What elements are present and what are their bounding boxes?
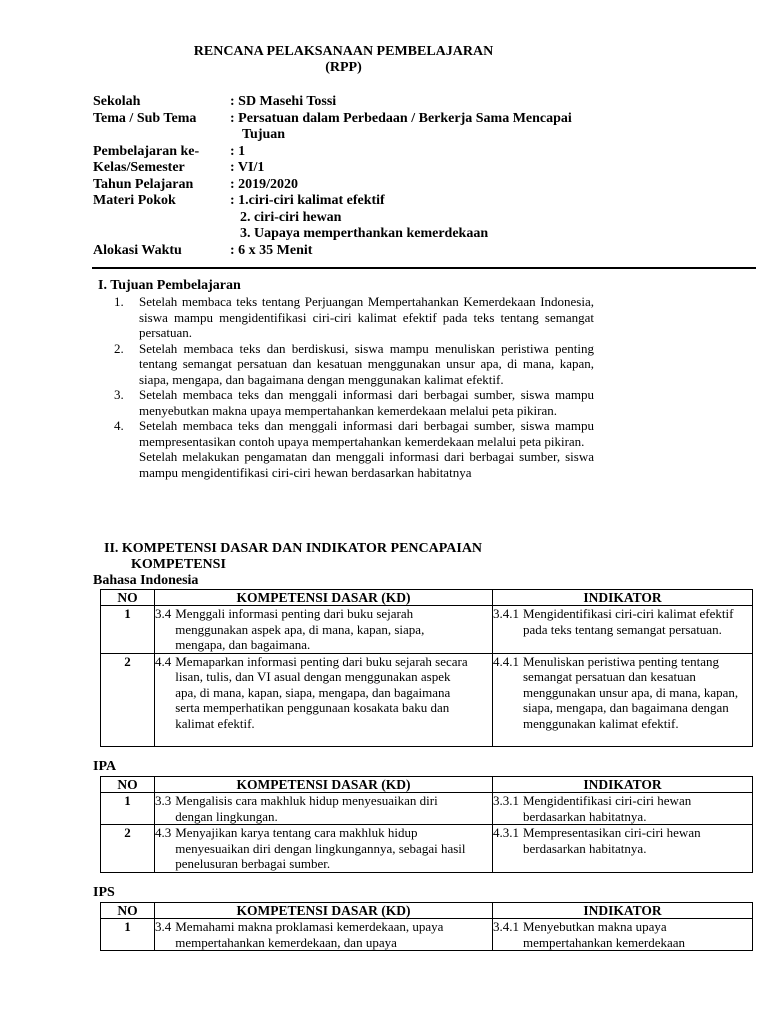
- info-label: Materi Pokok: [93, 193, 176, 208]
- info-row-alokasi: [93, 243, 572, 260]
- table-row: [101, 919, 753, 951]
- list-text: Setelah membaca teks dan berdiskusi, siswa mampu menuliskan peristiwa penting tentang semangat persatuan dan kesatuan menggunakan unsur apa, di mana, kapan, siapa, mengapa, dan bagaimana dengan menggunakan kalimat efektif.: [139, 340, 594, 387]
- info-value: : 1: [230, 143, 246, 159]
- info-label: Sekolah: [93, 94, 141, 109]
- indikator-text: Mempresentasikan ciri-ciri hewan berdasarkan habitatnya.: [523, 825, 701, 856]
- list-item: [114, 418, 594, 449]
- horizontal-divider: [92, 267, 756, 269]
- kd-text: Menggali informasi penting dari buku sejarah menggunakan aspek apa, di mana, kapan, siapa, mengapa, dan bagaimana.: [175, 606, 425, 652]
- indikator-cell: [493, 793, 753, 825]
- column-header-no: NO: [101, 590, 155, 606]
- list-number: 3.: [114, 387, 124, 402]
- section-heading-line-1: II. KOMPETENSI DASAR DAN INDIKATOR PENCAPAIAN: [104, 541, 483, 556]
- info-row-materi: [93, 193, 572, 243]
- title-line-1: RENCANA PELAKSANAAN PEMBELAJARAN: [193, 44, 494, 59]
- table-row: [101, 606, 753, 654]
- list-item: [114, 387, 594, 418]
- list-number: [114, 449, 139, 480]
- column-header-kd: KOMPETENSI DASAR (KD): [155, 903, 493, 919]
- info-value: : 1.ciri-ciri kalimat efektif: [230, 193, 385, 208]
- info-value: : 6 x 35 Menit: [230, 242, 313, 258]
- indikator-cell: [493, 653, 753, 746]
- table-header-row: [101, 903, 753, 919]
- subject-label-ips: IPS: [93, 885, 115, 900]
- kd-cell: [155, 653, 493, 746]
- list-text: Setelah membaca teks tentang Perjuangan Mempertahankan Kemerdekaan Indonesia, siswa mampu mengidentifikasi ciri-ciri kalimat efektif pada teks tentang semangat persatuan.: [139, 294, 594, 340]
- list-number: 1.: [114, 294, 124, 309]
- column-header-kd: KOMPETENSI DASAR (KD): [155, 777, 493, 793]
- list-item: [114, 341, 594, 388]
- document-title: [0, 44, 687, 75]
- info-label: Kelas/Semester: [93, 160, 185, 175]
- info-row-pembelajaran: [93, 144, 572, 161]
- info-value: : SD Masehi Tossi: [230, 94, 337, 109]
- kd-code: 3.3: [155, 793, 172, 808]
- kd-table-ipa: [100, 776, 753, 873]
- kd-cell: [155, 825, 493, 873]
- indikator-text: Mengidentifikasi ciri-ciri hewan berdasarkan habitatnya.: [523, 793, 692, 824]
- indikator-cell: [493, 825, 753, 873]
- info-value: : Persatuan dalam Perbedaan / Berkerja Sama Mencapai: [230, 110, 572, 126]
- kd-table-ips: [100, 902, 753, 951]
- subject-label-bahasa: Bahasa Indonesia: [93, 573, 199, 588]
- info-label: Alokasi Waktu: [93, 242, 182, 258]
- kd-cell: [155, 606, 493, 654]
- kd-code: 3.4: [155, 606, 172, 621]
- list-number: 2.: [114, 340, 124, 356]
- list-item: [114, 449, 594, 480]
- indikator-code: 4.3.1: [493, 825, 519, 840]
- info-value: : 2019/2020: [230, 176, 299, 192]
- kd-text: Mengalisis cara makhluk hidup menyesuaikan diri dengan lingkungan.: [175, 793, 438, 824]
- info-value-cont: 3. Uapaya memperthankan kemerdekaan: [240, 226, 489, 241]
- indikator-code: 3.3.1: [493, 793, 519, 808]
- kd-text: Memaparkan informasi penting dari buku sejarah secara lisan, tulis, dan VI asual dengan menggunakan aspek apa, di mana, kapan, siapa, mengapa, dan bagaimana serta memperhatikan penggunaan kosakata baku dan kalimat efektif.: [175, 653, 468, 731]
- column-header-indikator: INDIKATOR: [493, 903, 753, 919]
- list-text: Setelah membaca teks dan menggali informasi dari berbagai sumber, siswa mampu menyebutkan makna upaya mempertahankan kemerdekaan melalui peta pikiran.: [139, 387, 594, 418]
- section-heading: I. Tujuan Pembelajaran: [98, 278, 241, 293]
- info-label: Tema / Sub Tema: [93, 110, 197, 126]
- info-label: Tahun Pelajaran: [93, 176, 194, 192]
- info-row-tahun: [93, 177, 572, 194]
- row-number: 2: [101, 653, 155, 746]
- list-number: 4.: [114, 418, 124, 433]
- info-row-kelas: [93, 160, 572, 177]
- info-row-sekolah: [93, 94, 572, 111]
- objectives-list: [114, 294, 594, 480]
- table-header-row: [101, 777, 753, 793]
- column-header-indikator: INDIKATOR: [493, 777, 753, 793]
- info-value: : VI/1: [230, 160, 265, 175]
- column-header-no: NO: [101, 903, 155, 919]
- kd-cell: [155, 919, 493, 951]
- table-header-row: [101, 590, 753, 606]
- info-value-cont: 2. ciri-ciri hewan: [240, 209, 342, 225]
- indikator-cell: [493, 919, 753, 951]
- column-header-indikator: INDIKATOR: [493, 590, 753, 606]
- kd-text: Memahami makna proklamasi kemerdekaan, upaya mempertahankan kemerdekaan, dan upaya: [175, 919, 444, 950]
- column-header-kd: KOMPETENSI DASAR (KD): [155, 590, 493, 606]
- title-line-2: (RPP): [325, 59, 362, 75]
- list-item: [114, 294, 594, 341]
- table-row: [101, 793, 753, 825]
- section-heading-line-2: KOMPETENSI: [131, 556, 226, 572]
- info-value-cont: Tujuan: [242, 127, 286, 142]
- info-row-tema: [93, 111, 572, 144]
- kd-table-bahasa: [100, 589, 753, 747]
- kd-code: 3.4: [155, 919, 172, 934]
- indikator-code: 3.4.1: [493, 606, 519, 621]
- column-header-no: NO: [101, 777, 155, 793]
- list-text: Setelah melakukan pengamatan dan menggali informasi dari berbagai sumber, siswa mampu mengidentifikasi ciri-ciri hewan berdasarkan habitatnya: [139, 449, 594, 480]
- list-text: Setelah membaca teks dan menggali informasi dari berbagai sumber, siswa mampu mempresentasikan contoh upaya mempertahankan kemerdekaan melalui peta pikiran.: [139, 418, 594, 449]
- info-label: Pembelajaran ke-: [93, 143, 200, 159]
- indikator-text: Menuliskan peristiwa penting tentang semangat persatuan dan kesatuan menggunakan unsur apa, di mana, kapan, siapa, mengapa, dan bagaimana dengan menggunakan kalimat efektif.: [523, 653, 739, 731]
- row-number: 1: [101, 919, 155, 951]
- subject-label-ipa: IPA: [93, 759, 117, 774]
- row-number: 1: [101, 793, 155, 825]
- indikator-cell: [493, 606, 753, 654]
- kd-code: 4.3: [155, 825, 172, 840]
- kd-text: Menyajikan karya tentang cara makhluk hidup menyesuaikan diri dengan lingkungannya, sebagai hasil penelusuran berbagai sumber.: [175, 825, 466, 871]
- table-row: [101, 653, 753, 746]
- indikator-code: 3.4.1: [493, 919, 519, 934]
- identity-block: [93, 94, 572, 259]
- section-heading: [104, 541, 482, 572]
- row-number: 2: [101, 825, 155, 873]
- kd-code: 4.4: [155, 653, 172, 669]
- indikator-code: 4.4.1: [493, 653, 519, 669]
- indikator-text: Mengidentifikasi ciri-ciri kalimat efektif pada teks tentang semangat persatuan.: [523, 606, 734, 637]
- table-row: [101, 825, 753, 873]
- indikator-text: Menyebutkan makna upaya mempertahankan kemerdekaan: [523, 919, 686, 950]
- kd-cell: [155, 793, 493, 825]
- row-number: 1: [101, 606, 155, 654]
